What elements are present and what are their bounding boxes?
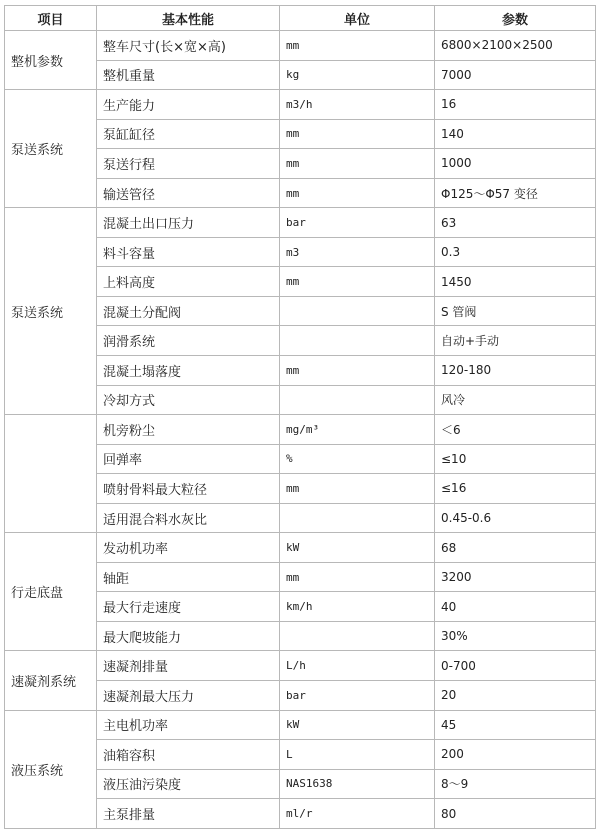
value-cell: 6800×2100×2500 <box>435 31 596 61</box>
value-cell: S 管阀 <box>435 296 596 326</box>
unit-cell: kg <box>280 60 435 90</box>
property-cell: 混凝土分配阀 <box>97 296 280 326</box>
property-cell: 料斗容量 <box>97 237 280 267</box>
table-row <box>5 31 596 61</box>
unit-cell: m3/h <box>280 90 435 120</box>
group-label: 泵送系统 <box>5 208 97 415</box>
unit-cell: mm <box>280 267 435 297</box>
value-cell: ≤16 <box>435 474 596 504</box>
property-cell: 适用混合料水灰比 <box>97 503 280 533</box>
value-cell: 风冷 <box>435 385 596 415</box>
property-cell: 发动机功率 <box>97 533 280 563</box>
property-cell: 生产能力 <box>97 90 280 120</box>
value-cell: 40 <box>435 592 596 622</box>
property-cell: 机旁粉尘 <box>97 415 280 445</box>
value-cell: 1450 <box>435 267 596 297</box>
table-row <box>5 208 596 238</box>
value-cell: 0.3 <box>435 237 596 267</box>
value-cell: 0-700 <box>435 651 596 681</box>
table-row <box>5 415 596 445</box>
property-cell: 油箱容积 <box>97 740 280 770</box>
property-cell: 混凝土出口压力 <box>97 208 280 238</box>
value-cell: 7000 <box>435 60 596 90</box>
table-row <box>5 651 596 681</box>
unit-cell: mm <box>280 178 435 208</box>
unit-cell <box>280 503 435 533</box>
value-cell: 8～9 <box>435 769 596 799</box>
unit-cell <box>280 296 435 326</box>
value-cell: 1000 <box>435 149 596 179</box>
unit-cell: L <box>280 740 435 770</box>
unit-cell: % <box>280 444 435 474</box>
value-cell: 45 <box>435 710 596 740</box>
header-group: 项目 <box>5 6 97 31</box>
value-cell: 16 <box>435 90 596 120</box>
header-property: 基本性能 <box>97 6 280 31</box>
property-cell: 速凝剂最大压力 <box>97 681 280 711</box>
unit-cell: mm <box>280 474 435 504</box>
unit-cell: mm <box>280 356 435 386</box>
group-label: 整机参数 <box>5 31 97 90</box>
unit-cell <box>280 326 435 356</box>
unit-cell: kW <box>280 710 435 740</box>
unit-cell: mm <box>280 149 435 179</box>
table-row <box>5 533 596 563</box>
header-value: 参数 <box>435 6 596 31</box>
spec-body <box>5 31 596 829</box>
unit-cell: ml/r <box>280 799 435 829</box>
property-cell: 主泵排量 <box>97 799 280 829</box>
header-row <box>5 6 596 31</box>
property-cell: 润滑系统 <box>97 326 280 356</box>
property-cell: 主电机功率 <box>97 710 280 740</box>
value-cell: ≤10 <box>435 444 596 474</box>
value-cell: 68 <box>435 533 596 563</box>
property-cell: 液压油污染度 <box>97 769 280 799</box>
group-label: 泵送系统 <box>5 90 97 208</box>
value-cell: ＜6 <box>435 415 596 445</box>
value-cell: 80 <box>435 799 596 829</box>
value-cell: 自动+手动 <box>435 326 596 356</box>
unit-cell: kW <box>280 533 435 563</box>
unit-cell: mm <box>280 562 435 592</box>
value-cell: 200 <box>435 740 596 770</box>
value-cell: 30% <box>435 621 596 651</box>
value-cell: 3200 <box>435 562 596 592</box>
property-cell: 混凝土塌落度 <box>97 356 280 386</box>
property-cell: 喷射骨料最大粒径 <box>97 474 280 504</box>
value-cell: 120-180 <box>435 356 596 386</box>
unit-cell <box>280 621 435 651</box>
header-unit: 单位 <box>280 6 435 31</box>
property-cell: 轴距 <box>97 562 280 592</box>
unit-cell <box>280 385 435 415</box>
property-cell: 整车尺寸(长×宽×高) <box>97 31 280 61</box>
unit-cell: bar <box>280 208 435 238</box>
property-cell: 泵送行程 <box>97 149 280 179</box>
value-cell: Φ125～Φ57 变径 <box>435 178 596 208</box>
spec-table <box>4 5 596 829</box>
unit-cell: NAS1638 <box>280 769 435 799</box>
property-cell: 整机重量 <box>97 60 280 90</box>
unit-cell: m3 <box>280 237 435 267</box>
unit-cell: L/h <box>280 651 435 681</box>
property-cell: 冷却方式 <box>97 385 280 415</box>
value-cell: 140 <box>435 119 596 149</box>
group-label: 液压系统 <box>5 710 97 828</box>
property-cell: 输送管径 <box>97 178 280 208</box>
unit-cell: mg/m³ <box>280 415 435 445</box>
table-row <box>5 90 596 120</box>
value-cell: 0.45-0.6 <box>435 503 596 533</box>
value-cell: 20 <box>435 681 596 711</box>
property-cell: 泵缸缸径 <box>97 119 280 149</box>
value-cell: 63 <box>435 208 596 238</box>
unit-cell: mm <box>280 31 435 61</box>
group-label: 速凝剂系统 <box>5 651 97 710</box>
group-label: 行走底盘 <box>5 533 97 651</box>
unit-cell: km/h <box>280 592 435 622</box>
property-cell: 上料高度 <box>97 267 280 297</box>
table-row <box>5 710 596 740</box>
property-cell: 速凝剂排量 <box>97 651 280 681</box>
property-cell: 最大爬坡能力 <box>97 621 280 651</box>
unit-cell: mm <box>280 119 435 149</box>
property-cell: 回弹率 <box>97 444 280 474</box>
property-cell: 最大行走速度 <box>97 592 280 622</box>
unit-cell: bar <box>280 681 435 711</box>
group-label <box>5 415 97 533</box>
